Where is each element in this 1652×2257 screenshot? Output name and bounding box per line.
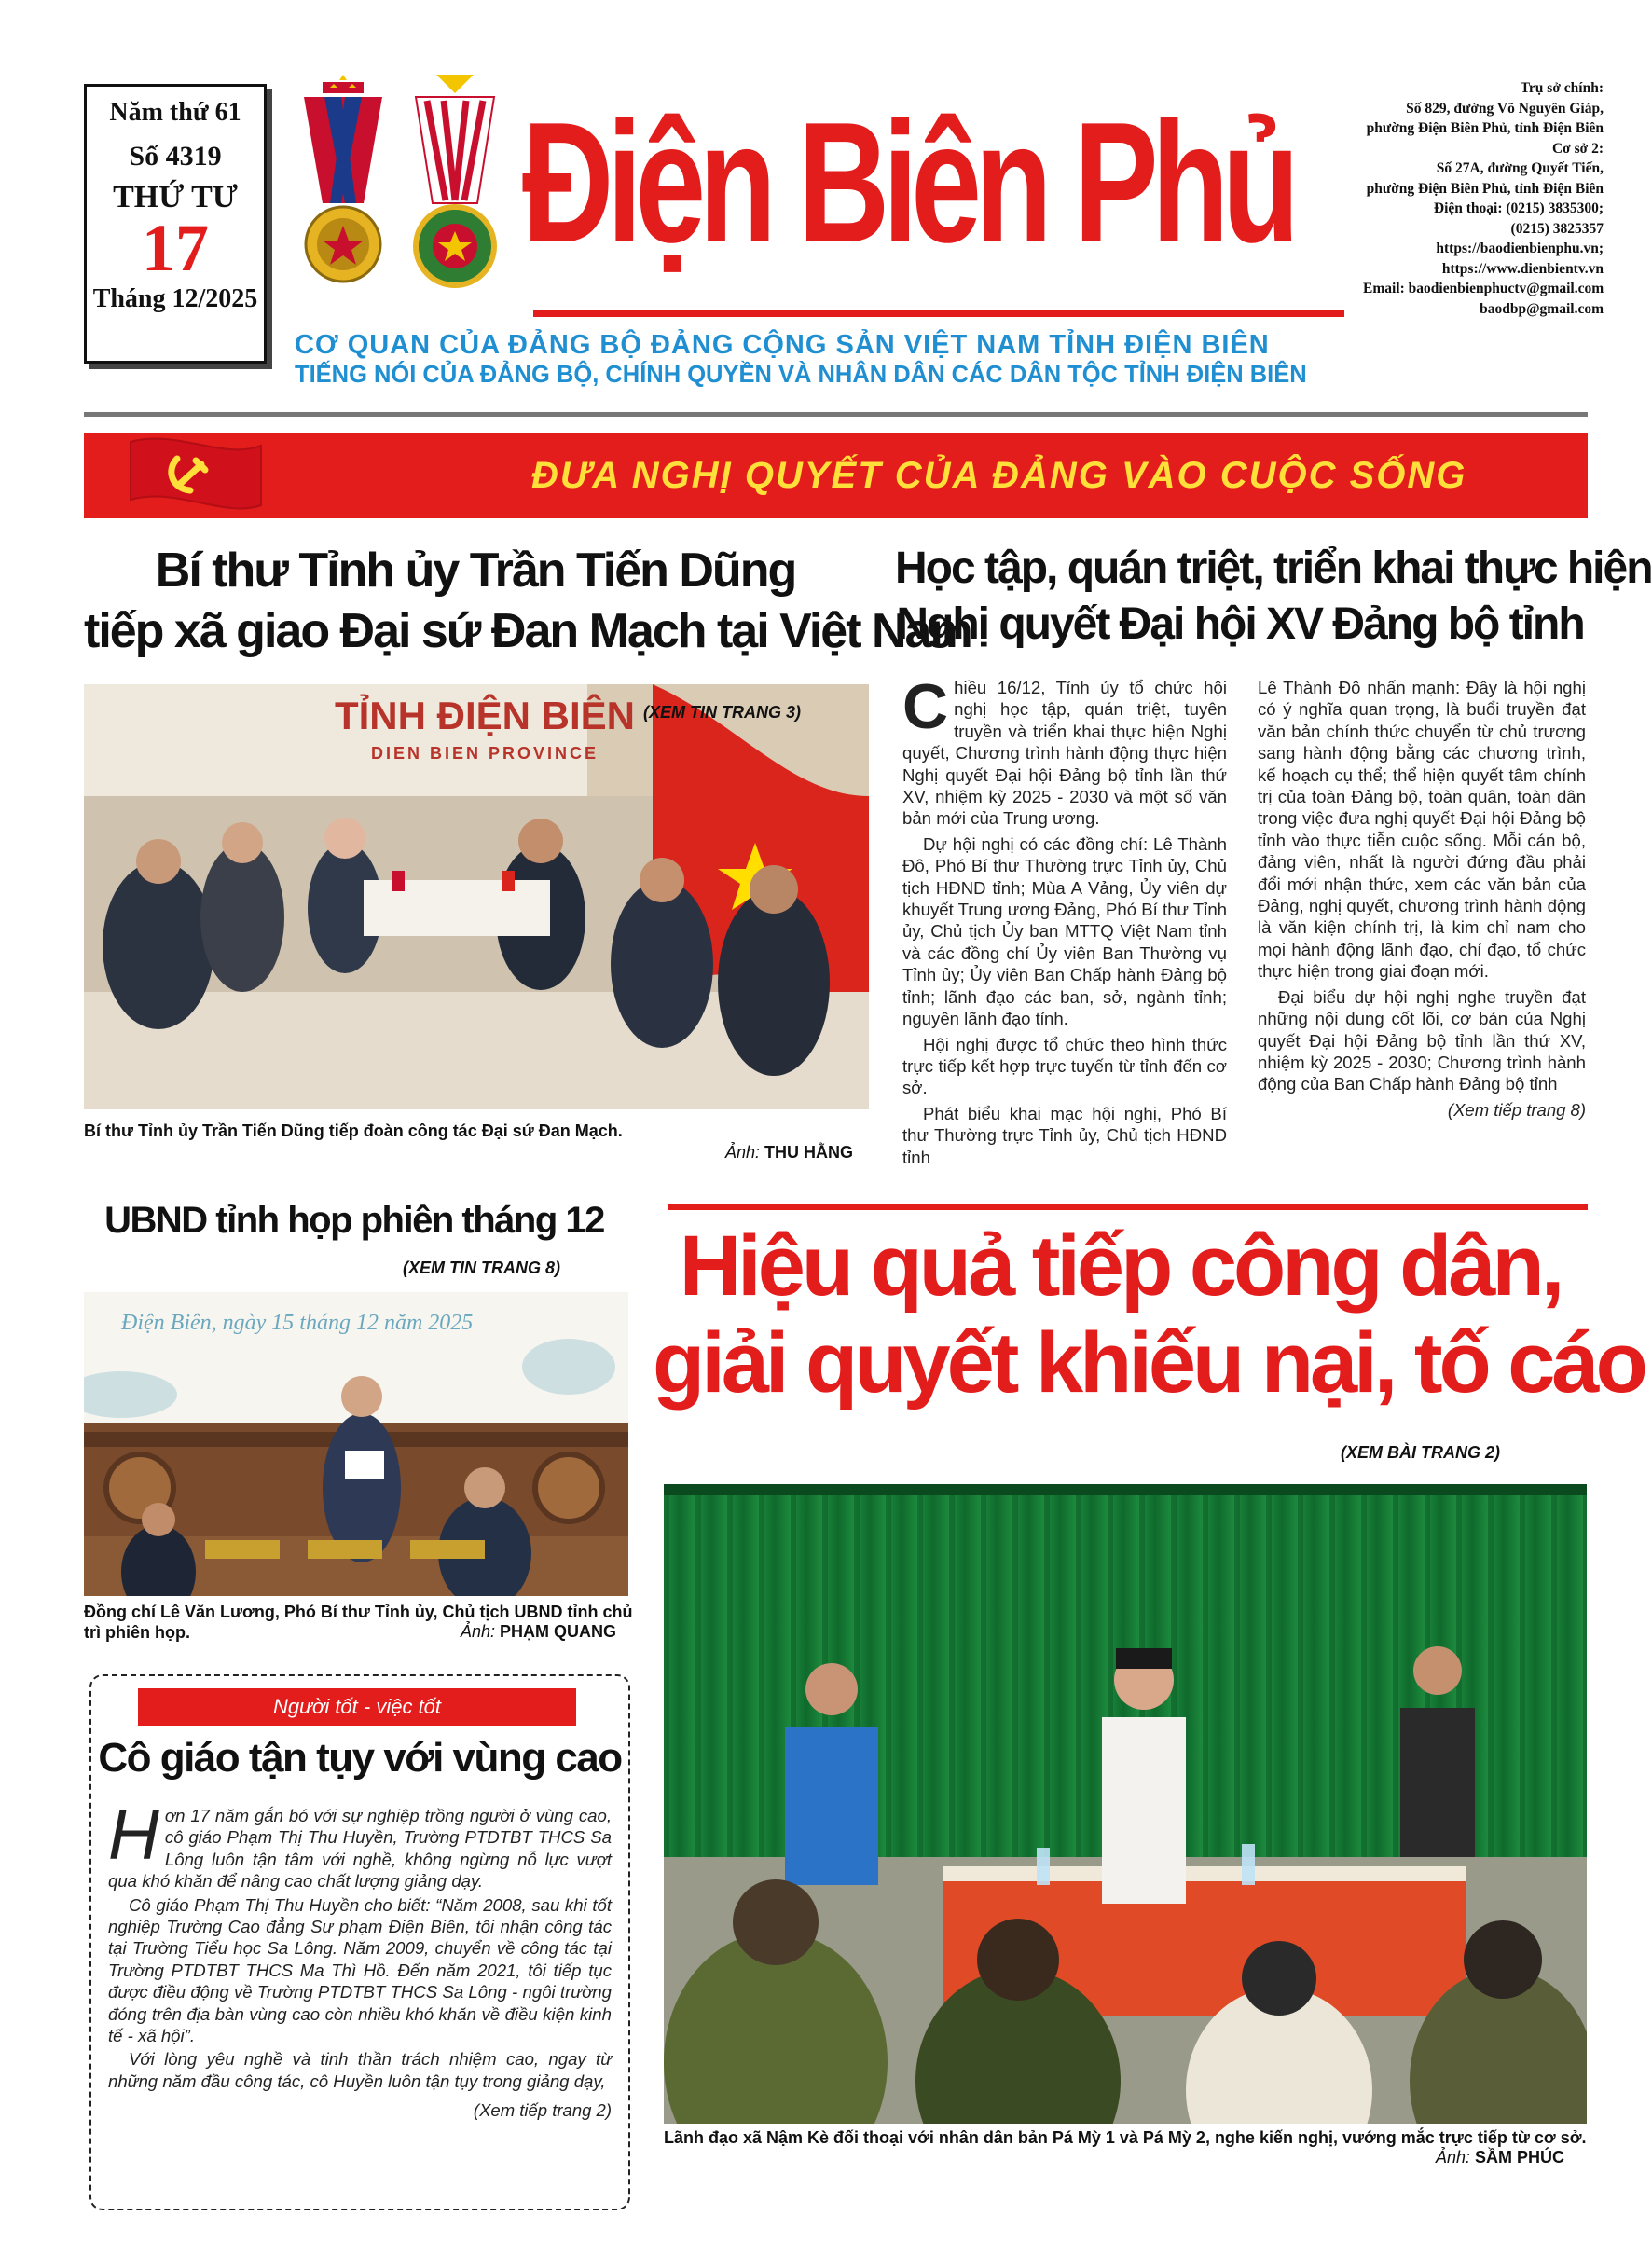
headline-left[interactable] (84, 541, 971, 662)
headline-main-line-2: giải quyết khiếu nại, tố cáo (653, 1315, 1645, 1411)
article-paragraph: Lê Thành Đô nhấn mạnh: Đây là hội nghị có ý nghĩa quan trọng, là buổi truyền đạt văn bản chính thức chuyển từ chủ trương sang hành động bằng các chương trình, kế hoạch cụ thể; thể hiện quyết tâm chính trị của toàn Đảng bộ, toàn quân, toàn dân trong việc đưa nghị quyết Đại hội Đảng bộ tỉnh vào thực tiễn cuộc sống. Mỗi cán bộ, đảng viên, nhất là người đứng đầu phải đổi mới nhận thức, xem các văn bản của Đảng, nghị quyết, chương trình hành động là văn kiện chính trị, là kim chỉ nam cho mọi hành động lãnh đạo, chỉ đạo, tổ chức thực hiện trong giai đoạn mới. (1258, 678, 1586, 982)
profile-paragraph: Cô giáo Phạm Thị Thu Huyền cho biết: “Năm 2008, sau khi tốt nghiệp Trường Cao đẳng Sư phạm Điện Biên, tôi nhận công tác tại Trường Tiểu học Sa Lông. Năm 2009, chuyển về công tác tại Trường PTDTBT THCS Ma Thì Hồ. Đến năm 2021, tôi tiếp tục được điều động về Trường PTDTBT THCS Sa Lông - ngôi trường đóng trên địa bàn vùng cao còn nhiều khó khăn về điều kiện kinh tế - xã hội”. (108, 1894, 612, 2046)
credit-name: PHẠM QUANG (500, 1622, 617, 1641)
contact-block (1363, 78, 1604, 319)
section-banner (84, 433, 1588, 518)
labor-medal-icon (296, 75, 390, 289)
main-story-divider (668, 1204, 1588, 1210)
dialogue-photo-illustration (664, 1484, 1587, 2124)
photo-citizen-dialogue[interactable] (664, 1484, 1587, 2124)
website-link[interactable]: https://baodienbienphu.vn; (1436, 241, 1604, 256)
headline-right[interactable] (895, 541, 1652, 653)
photo-sign-subtitle: DIEN BIEN PROVINCE (370, 744, 599, 763)
profile-paragraph: Với lòng yêu nghề và tinh thần trách nhiệm cao, ngay từ những năm đầu công tác, cô Huyền luôn tận tụy trong giảng dạy, (108, 2049, 612, 2091)
headline-left-line-1: Bí thư Tỉnh ủy Trần Tiến Dũng (155, 544, 796, 598)
article-column-2 (1258, 677, 1586, 1121)
contact-line: Số 27A, đường Quyết Tiến, (1436, 160, 1604, 176)
contact-line: phường Điện Biên Phủ, tỉnh Điện Biên (1366, 180, 1604, 197)
see-page-3[interactable]: (XEM TIN TRANG 3) (643, 703, 801, 722)
photo-backdrop-text: Điện Biên, ngày 15 tháng 12 năm 2025 (121, 1311, 474, 1335)
banner-text: ĐƯA NGHỊ QUYẾT CỦA ĐẢNG VÀO CUỘC SỐNG (531, 455, 1467, 496)
photo-caption-main: Lãnh đạo xã Nậm Kè đối thoại với nhân dân bản Pá Mỳ 1 và Pá Mỳ 2, nghe kiến nghị, vướng mắc trực tiếp từ cơ sở. (664, 2128, 1587, 2147)
see-page-8[interactable]: (XEM TIN TRANG 8) (403, 1259, 560, 1277)
photo-meeting-ambassador[interactable] (84, 684, 869, 1109)
contact-line: phường Điện Biên Phủ, tỉnh Điện Biên (1366, 120, 1604, 136)
ubnd-photo-illustration (84, 1292, 628, 1596)
profile-section-tag: Người tốt - việc tốt (138, 1688, 576, 1726)
article-column-1 (902, 671, 1227, 1172)
weekday: THỨ TƯ (113, 180, 238, 214)
continued-page-2[interactable]: (Xem tiếp trang 2) (473, 2100, 612, 2121)
profile-body (108, 1796, 612, 2122)
day-number: 17 (142, 211, 209, 285)
photo-credit-ubnd (461, 1622, 616, 1642)
article-paragraph: Phát biểu khai mạc hội nghị, Phó Bí thư Thường trực Tỉnh ủy, Chủ tịch HĐND tỉnh (902, 1103, 1227, 1167)
dropcap-c: C (902, 671, 949, 742)
photo-ubnd-meeting[interactable] (84, 1292, 628, 1596)
headline-right-line-1: Học tập, quán triệt, triển khai thực hiện (895, 544, 1652, 593)
victory-medal-icon (408, 75, 502, 289)
credit-name: THU HẰNG (764, 1143, 854, 1162)
article-paragraph: Chiều 16/12, Tỉnh ủy tổ chức hội nghị học tập, quán triệt, tuyên truyền và triển khai thực hiện Nghị quyết, Chương trình hành động thực hiện Nghị quyết Đại hội Đảng bộ tỉnh lần thứ XV, nhiệm kỳ 2025 - 2030 và một số văn bản mới của Trung ương. (902, 671, 1227, 829)
credit-name: SẦM PHÚC (1475, 2148, 1565, 2167)
issue-box (84, 84, 267, 364)
contact-line: Cơ sở 2: (1551, 140, 1604, 157)
profile-headline[interactable]: Cô giáo tận tụy với vùng cao (98, 1735, 622, 1781)
email-link[interactable]: Email: baodienbienphuctv@gmail.com (1363, 281, 1604, 296)
masthead-divider (84, 412, 1588, 417)
headline-left-line-2: tiếp xã giao Đại sứ Đan Mạch tại Việt Nam (84, 604, 971, 658)
newspaper-title: Điện Biên Phủ (522, 86, 1293, 278)
article-paragraph: Hội nghị được tổ chức theo hình thức trực tiếp kết hợp trực tuyến từ tỉnh đến cơ sở. (902, 1034, 1227, 1098)
month-year: Tháng 12/2025 (92, 284, 258, 313)
contact-line: Trụ sở chính: (1520, 80, 1604, 96)
contact-line: (0215) 3825357 (1510, 220, 1604, 237)
headline-main-line-1: Hiệu quả tiếp công dân, (679, 1218, 1562, 1314)
dropcap-h: H (108, 1796, 159, 1875)
photo-credit-main (1436, 2148, 1564, 2168)
credit-label: Ảnh: (1436, 2148, 1471, 2167)
email-link[interactable]: baodbp@gmail.com (1480, 300, 1604, 317)
headline-main[interactable] (653, 1218, 1645, 1411)
profile-paragraph: Hơn 17 năm gắn bó với sự nghiệp trồng người ở vùng cao, cô giáo Phạm Thị Thu Huyền, Trường PTDTBT THCS Sa Lông luôn tận tâm với nghề, không ngừng nỗ lực vượt qua khó khăn để nâng cao chất lượng giảng dạy. (108, 1796, 612, 1892)
headline-ubnd[interactable]: UBND tỉnh họp phiên tháng 12 (104, 1200, 604, 1241)
tagline-1: CƠ QUAN CỦA ĐẢNG BỘ ĐẢNG CỘNG SẢN VIỆT NAM TỈNH ĐIỆN BIÊN (295, 330, 1270, 360)
continued-page-8[interactable]: (Xem tiếp trang 8) (1447, 1099, 1586, 1120)
credit-label: Ảnh: (461, 1622, 496, 1641)
photo-sign-title: TỈNH ĐIỆN BIÊN (334, 694, 635, 737)
tagline-2: TIẾNG NÓI CỦA ĐẢNG BỘ, CHÍNH QUYỀN VÀ NHÂN DÂN CÁC DÂN TỘC TỈNH ĐIỆN BIÊN (295, 362, 1307, 388)
article-paragraph: Đại biểu dự hội nghị nghe truyền đạt những nội dung cốt lõi, cơ bản của Nghị quyết Đại hội Đảng bộ tỉnh lần thứ XV, nhiệm kỳ 2025 - 2030; Chương trình hành động của Ban Chấp hành Đảng bộ tỉnh (1258, 986, 1586, 1094)
website-link[interactable]: https://www.dienbientv.vn (1441, 260, 1604, 277)
contact-line: Điện thoại: (0215) 3835300; (1433, 200, 1604, 216)
article-paragraph: Dự hội nghị có các đồng chí: Lê Thành Đô, Phó Bí thư Thường trực Tỉnh ủy, Chủ tịch HĐND tỉnh; Mùa A Vảng, Ủy viên dự khuyết Trung ương Đảng, Phó Bí thư Tỉnh ủy, Chủ tịch Ủy ban MTTQ Việt Nam tỉnh và các đồng chí Ủy viên Ban Thường vụ Tỉnh ủy; Ủy viên Ban Chấp hành Đảng bộ tỉnh; lãnh đạo các ban, sở, ngành tỉnh; nguyên lãnh đạo tỉnh. (902, 833, 1227, 1029)
credit-label: Ảnh: (725, 1143, 761, 1162)
photo-caption-ubnd: Đồng chí Lê Văn Lương, Phó Bí thư Tỉnh ủy, Chủ tịch UBND tỉnh chủ trì phiên họp. (84, 1603, 633, 1642)
party-flag-icon (121, 433, 270, 518)
title-underline (533, 310, 1344, 317)
year-label: Năm thứ 61 (109, 98, 241, 127)
photo-credit-left (725, 1143, 853, 1163)
issue-number: Số 4319 (129, 141, 222, 172)
contact-line: Số 829, đường Võ Nguyên Giáp, (1406, 100, 1604, 117)
see-page-2[interactable]: (XEM BÀI TRANG 2) (1341, 1443, 1500, 1462)
headline-right-line-2: Nghị quyết Đại hội XV Đảng bộ tỉnh (896, 599, 1584, 649)
photo-caption-left: Bí thư Tỉnh ủy Trần Tiến Dũng tiếp đoàn công tác Đại sứ Đan Mạch. (84, 1122, 623, 1140)
